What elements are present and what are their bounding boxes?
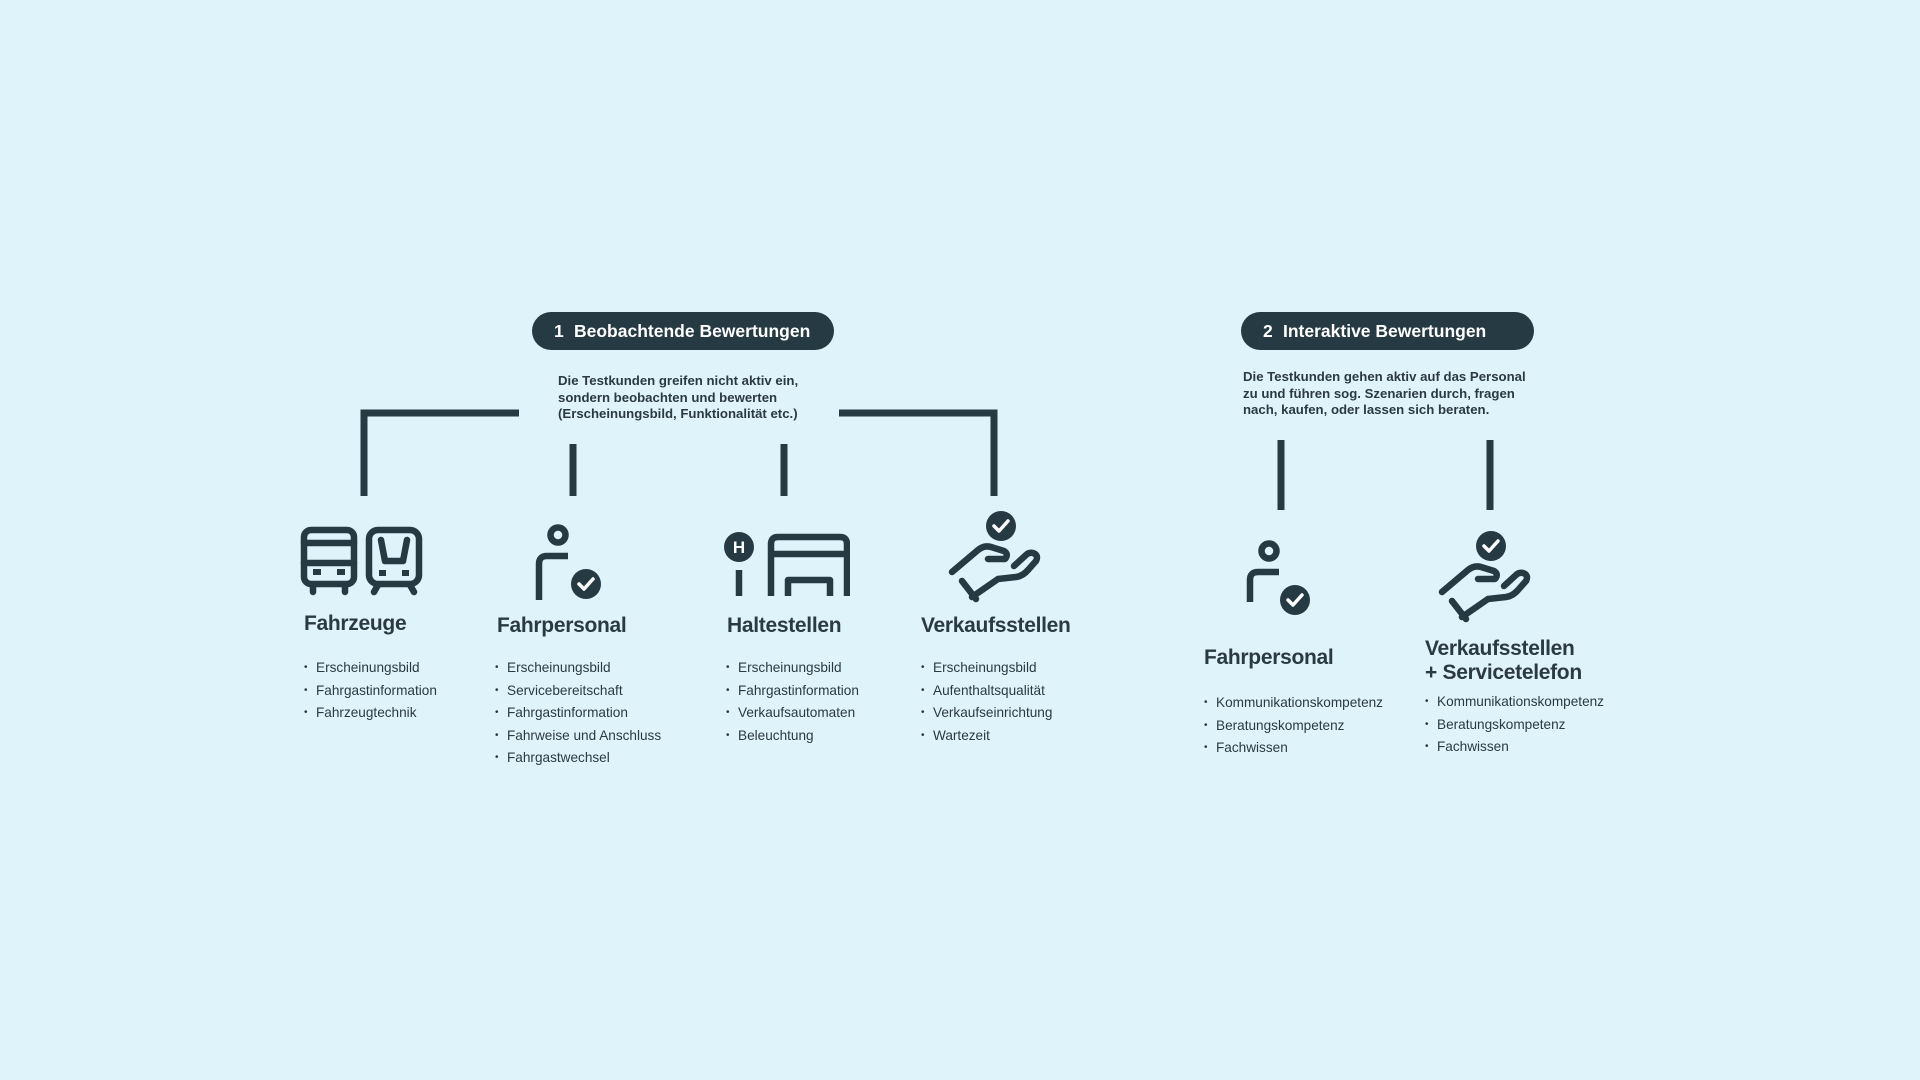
list-item: • Erscheinungsbild bbox=[726, 657, 859, 680]
list-item: • Fahrgastinformation bbox=[304, 680, 437, 703]
list-item: • Servicebereitschaft bbox=[495, 680, 661, 703]
category-title-line: Verkaufsstellen bbox=[921, 614, 1071, 637]
category-title-line: + Servicetelefon bbox=[1425, 661, 1582, 684]
hand-check-icon bbox=[946, 509, 1042, 603]
list-item: • Verkaufsautomaten bbox=[726, 702, 859, 725]
group2-title: Interaktive Bewertungen bbox=[1283, 321, 1487, 341]
group1-header-pill bbox=[532, 312, 834, 350]
list-item: • Fahrgastinformation bbox=[726, 680, 859, 703]
group2-header-pill bbox=[1241, 312, 1534, 350]
list-item: • Fahrgastinformation bbox=[495, 702, 661, 725]
list-item: • Beratungskompetenz bbox=[1204, 715, 1383, 738]
category-title-fahrpersonal bbox=[497, 614, 626, 638]
bullet-list-verkaufsstellen bbox=[921, 657, 1052, 747]
group2-description-line: nach, kaufen, oder lassen sich beraten. bbox=[1243, 402, 1490, 417]
list-item: • Beratungskompetenz bbox=[1425, 714, 1604, 737]
list-item: • Kommunikationskompetenz bbox=[1204, 692, 1383, 715]
category-title-g2-verkaufsstellen bbox=[1425, 637, 1582, 685]
list-item: • Fahrgastwechsel bbox=[495, 747, 661, 770]
svg-text:H: H bbox=[732, 538, 746, 557]
list-item: • Fahrzeugtechnik bbox=[304, 702, 437, 725]
group2-description-line: zu und führen sog. Szenarien durch, fragen bbox=[1243, 385, 1515, 401]
group2-number: 2 bbox=[1263, 321, 1273, 341]
group2-description bbox=[1243, 369, 1526, 419]
group1-number: 1 bbox=[554, 321, 564, 341]
list-item: • Wartezeit bbox=[921, 725, 1052, 748]
bullet-list-g2-fahrpersonal bbox=[1204, 692, 1383, 760]
category-title-line: Fahrpersonal bbox=[497, 614, 627, 637]
bullet-list-fahrzeuge bbox=[304, 657, 437, 725]
bus-train-icon bbox=[300, 526, 424, 596]
bullet-list-haltestellen bbox=[726, 657, 859, 747]
connector-right-bracket bbox=[839, 413, 994, 496]
list-item: • Fahrweise und Anschluss bbox=[495, 725, 661, 748]
group1-description bbox=[558, 373, 798, 423]
bus-stop-icon bbox=[722, 532, 850, 598]
connector-left-bracket bbox=[364, 413, 519, 496]
list-item: • Erscheinungsbild bbox=[921, 657, 1052, 680]
category-title-line: Fahrpersonal bbox=[1204, 646, 1334, 669]
list-item: • Erscheinungsbild bbox=[304, 657, 437, 680]
list-item: • Beleuchtung bbox=[726, 725, 859, 748]
group2-description-line: Die Testkunden gehen aktiv auf das Personal bbox=[1243, 369, 1526, 384]
list-item: • Fachwissen bbox=[1425, 736, 1604, 759]
category-title-g2-fahrpersonal bbox=[1204, 646, 1333, 670]
category-title-line: Haltestellen bbox=[727, 614, 842, 637]
person-check-icon bbox=[1241, 538, 1315, 618]
group1-title: Beobachtende Bewertungen bbox=[574, 321, 811, 341]
bullet-list-g2-verkaufsstellen bbox=[1425, 691, 1604, 759]
category-title-line: Verkaufsstellen bbox=[1425, 637, 1575, 660]
group1-description-line: (Erscheinungsbild, Funktionalität etc.) bbox=[558, 406, 798, 421]
hand-check-icon bbox=[1436, 529, 1532, 623]
bullet-list-fahrpersonal bbox=[495, 657, 661, 770]
list-item: • Fachwissen bbox=[1204, 737, 1383, 760]
list-item: • Kommunikationskompetenz bbox=[1425, 691, 1604, 714]
group1-description-line: sondern beobachten und bewerten bbox=[558, 389, 778, 405]
list-item: • Aufenthaltsqualität bbox=[921, 680, 1052, 703]
person-check-icon bbox=[530, 522, 604, 602]
category-title-haltestellen bbox=[727, 614, 841, 638]
list-item: • Erscheinungsbild bbox=[495, 657, 661, 680]
category-title-line: Fahrzeuge bbox=[304, 612, 407, 635]
list-item: • Verkaufseinrichtung bbox=[921, 702, 1052, 725]
group1-description-line: Die Testkunden greifen nicht aktiv ein, bbox=[558, 373, 799, 388]
category-title-verkaufsstellen bbox=[921, 614, 1071, 638]
category-title-fahrzeuge bbox=[304, 612, 406, 636]
